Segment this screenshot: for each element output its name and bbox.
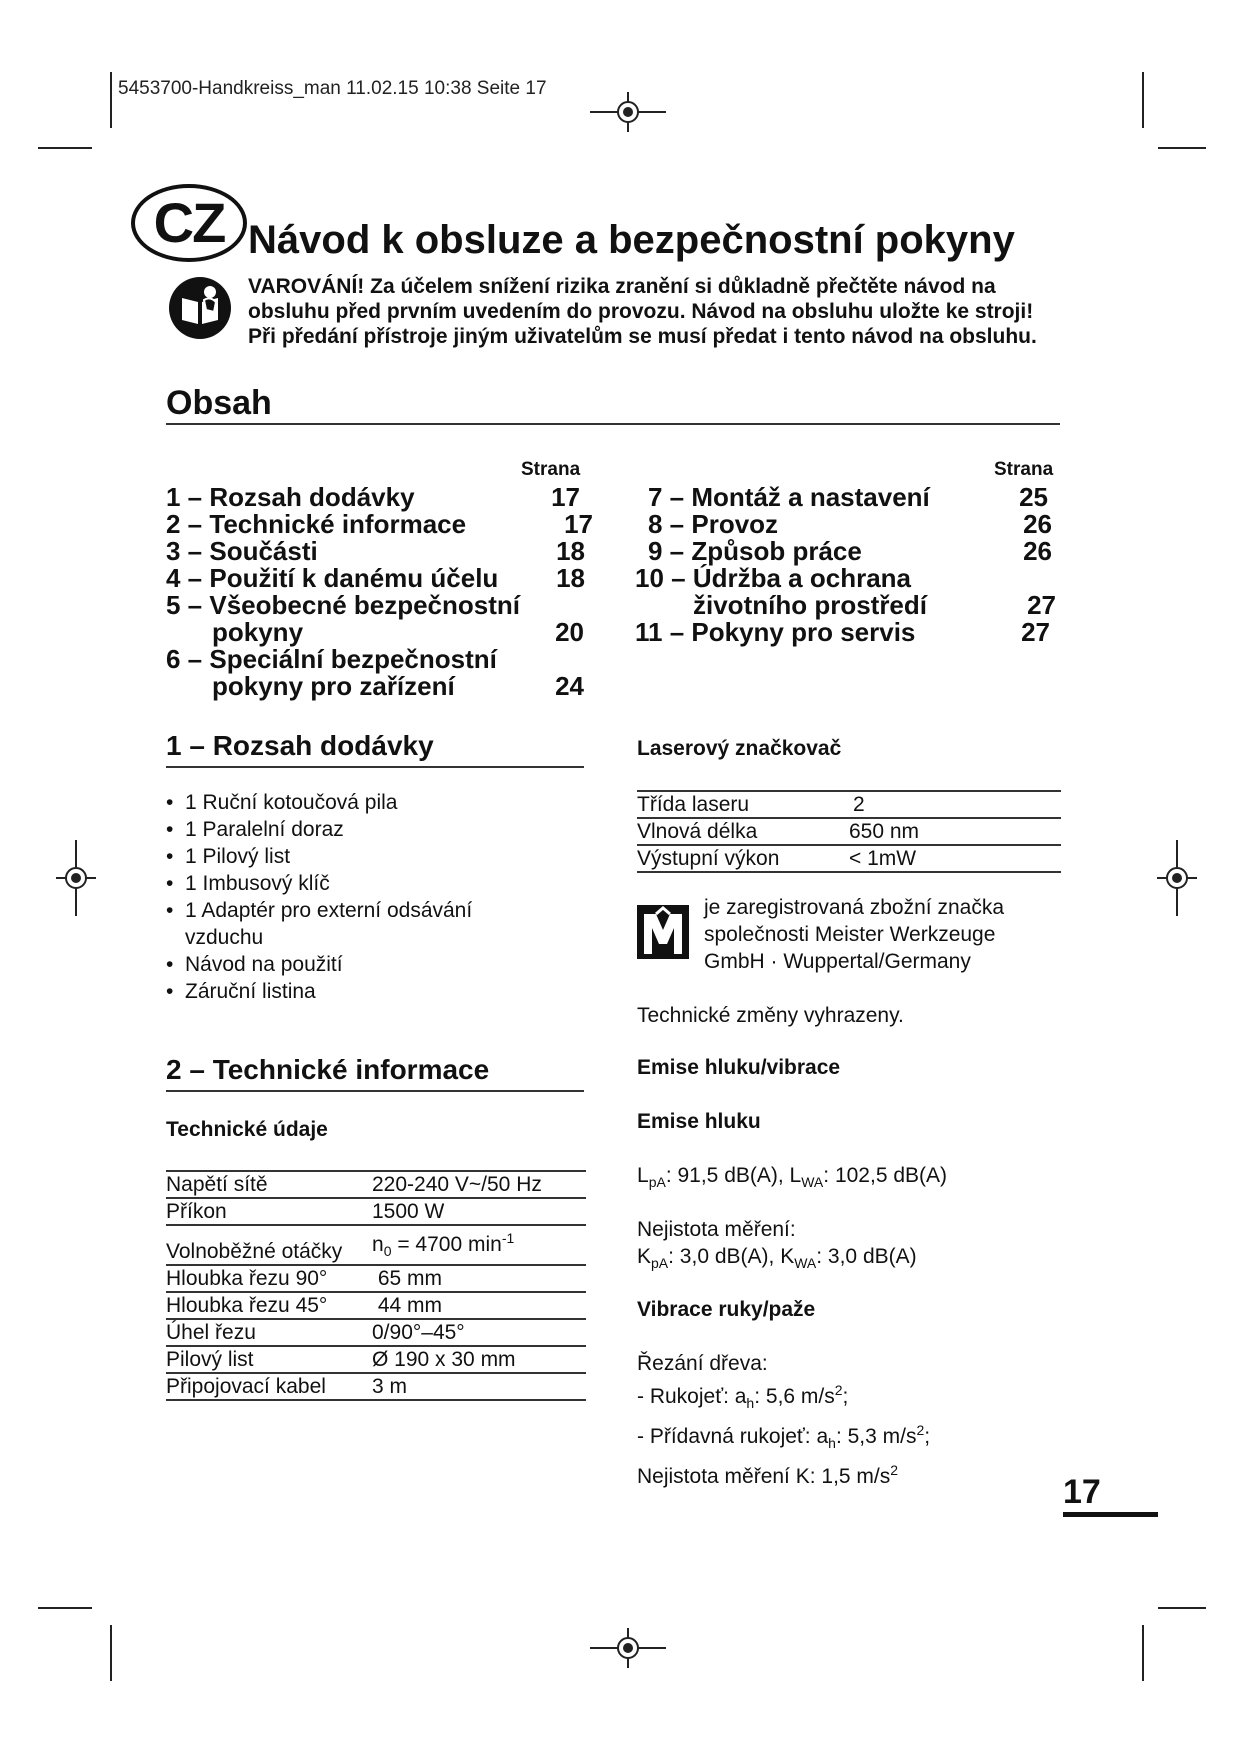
toc-page: 27 xyxy=(1027,590,1056,620)
table-row: Úhel řezu 0/90°–45° xyxy=(166,1319,586,1346)
toc-entry[interactable]: 4 – Použití k danému účelu xyxy=(166,563,499,593)
divider xyxy=(166,1090,584,1092)
toc-page: 26 xyxy=(1023,536,1052,566)
delivery-list xyxy=(166,789,586,1005)
toc-page-label: Strana xyxy=(994,459,1054,480)
safety-warning: VAROVÁNÍ! Za účelem snížení rizika zranění si důkladně přečtěte návod na obsluhu před prvním uvedením do provozu. Návod na obsluhu uložte ke stroji! Při předání přístroje jiným uživatelům se musí předat i tento návod na obsluhu. xyxy=(248,275,1037,348)
table-row: Hloubka řezu 90° 65 mm xyxy=(166,1265,586,1292)
crop-mark xyxy=(1158,1607,1206,1609)
uncertainty-values: $K_{pA}$: 3,0 dB(A), $K_{WA}$: 3,0 dB(A) xyxy=(637,1245,917,1272)
toc-entry-cont[interactable]: životního prostředí xyxy=(693,590,927,620)
list-item: • Záruční listina xyxy=(166,978,586,1005)
page-number: 17 xyxy=(1063,1473,1101,1511)
page-title: Návod k obsluze a bezpečnostní pokyny xyxy=(248,218,1015,262)
spec-table xyxy=(166,1170,586,1401)
laser-table xyxy=(637,790,1061,873)
toc-page: 27 xyxy=(1021,617,1050,647)
table-row: Třída laseru 2 xyxy=(637,791,1061,818)
registration-mark-icon xyxy=(1157,840,1197,916)
toc-page: 26 xyxy=(1023,509,1052,539)
crop-mark xyxy=(110,1625,112,1681)
subheading: Vibrace ruky/paže xyxy=(637,1298,816,1321)
toc-entry[interactable]: 6 – Speciální bezpečnostní xyxy=(166,644,497,674)
registration-mark-icon xyxy=(590,1628,666,1668)
crop-mark xyxy=(110,72,112,128)
toc-entry[interactable]: 7 – Montáž a nastavení xyxy=(648,482,930,512)
crop-mark xyxy=(1142,72,1144,128)
section-heading: 1 – Rozsah dodávky xyxy=(166,730,434,761)
trademark-text: je zaregistrovaná zbožní značka společnosti Meister Werkzeuge GmbH · Wuppertal/Germany xyxy=(704,896,1004,973)
page-number-rule xyxy=(1063,1512,1158,1517)
list-item: • 1 Ruční kotoučová pila xyxy=(166,789,586,816)
table-row: Pilový list Ø 190 x 30 mm xyxy=(166,1346,586,1373)
crop-mark xyxy=(38,147,92,149)
crop-mark xyxy=(38,1607,92,1609)
read-manual-icon xyxy=(168,276,232,340)
list-item: • 1 Imbusový klíč xyxy=(166,870,586,897)
subheading: Laserový značkovač xyxy=(637,737,842,760)
toc-page-label: Strana xyxy=(521,459,581,480)
toc-entry[interactable]: 11 – Pokyny pro servis xyxy=(635,617,916,647)
crop-mark xyxy=(1158,147,1206,149)
tech-changes-note: Technické změny vyhrazeny. xyxy=(637,1004,904,1027)
noise-levels: $L_{pA}$: 91,5 dB(A), $L_{WA}$: 102,5 dB(A) xyxy=(637,1164,948,1191)
toc-entry[interactable]: 1 – Rozsah dodávky xyxy=(166,482,415,512)
table-row: Výstupní výkon < 1mW xyxy=(637,845,1061,872)
toc-entry[interactable]: 3 – Součásti xyxy=(166,536,318,566)
toc-entry[interactable]: 2 – Technické informace xyxy=(166,509,467,539)
section-heading: 2 – Technické informace xyxy=(166,1054,490,1085)
subheading: Emise hluku xyxy=(637,1110,761,1133)
registration-mark-icon xyxy=(590,92,666,132)
toc-page: 17 xyxy=(564,509,593,539)
toc-entry[interactable]: 5 – Všeobecné bezpečnostní xyxy=(166,590,521,620)
registration-mark-icon xyxy=(56,840,96,916)
subheading: Emise hluku/vibrace xyxy=(637,1056,841,1079)
crop-mark xyxy=(1142,1625,1144,1681)
meister-logo-icon xyxy=(636,904,690,960)
table-row: Hloubka řezu 45° 44 mm xyxy=(166,1292,586,1319)
toc-page: 17 xyxy=(551,482,580,512)
toc-heading: Obsah xyxy=(166,384,272,422)
table-row: Připojovací kabel 3 m xyxy=(166,1373,586,1400)
list-item: • 1 Paralelní doraz xyxy=(166,816,586,843)
table-row: Vlnová délka 650 nm xyxy=(637,818,1061,845)
list-item: • 1 Adaptér pro externí odsávání vzduchu xyxy=(166,897,586,951)
toc-page: 20 xyxy=(555,617,584,647)
table-row: Napětí sítě 220-240 V~/50 Hz xyxy=(166,1171,586,1198)
subheading: Technické údaje xyxy=(166,1118,328,1141)
uncertainty-label: Nejistota měření: xyxy=(637,1218,796,1241)
toc-page: 18 xyxy=(556,536,585,566)
toc-entry[interactable]: 8 – Provoz xyxy=(648,509,779,539)
table-row: Volnoběžné otáčky $n_0 = 4700$ $\min^{-1}$ xyxy=(166,1225,586,1265)
toc-entry-cont[interactable]: pokyny xyxy=(212,617,304,647)
list-item: • 1 Pilový list xyxy=(166,843,586,870)
toc-page: 24 xyxy=(555,671,584,701)
toc-entry[interactable]: 9 – Způsob práce xyxy=(648,536,862,566)
list-item: • Návod na použití xyxy=(166,951,586,978)
language-badge: CZ xyxy=(131,184,247,262)
divider xyxy=(166,766,584,768)
toc-page: 25 xyxy=(1019,482,1048,512)
print-header: 5453700-Handkreiss_man 11.02.15 10:38 Seite 17 xyxy=(118,78,547,99)
table-row: Příkon 1500 W xyxy=(166,1198,586,1225)
vibration-values: Řezání dřeva: - Rukojeť: $a_h$: 5,6 $m/s^2$; - Přídavná rukojeť: $a_h$: 5,3 $m/s^2$; Nejistota měření K: 1,5 $m/s^2$ xyxy=(637,1352,931,1489)
toc-entry-cont[interactable]: pokyny pro zařízení xyxy=(212,671,455,701)
divider xyxy=(166,423,1060,425)
toc-entry[interactable]: 10 – Údržba a ochrana xyxy=(635,563,911,593)
toc-page: 18 xyxy=(556,563,585,593)
